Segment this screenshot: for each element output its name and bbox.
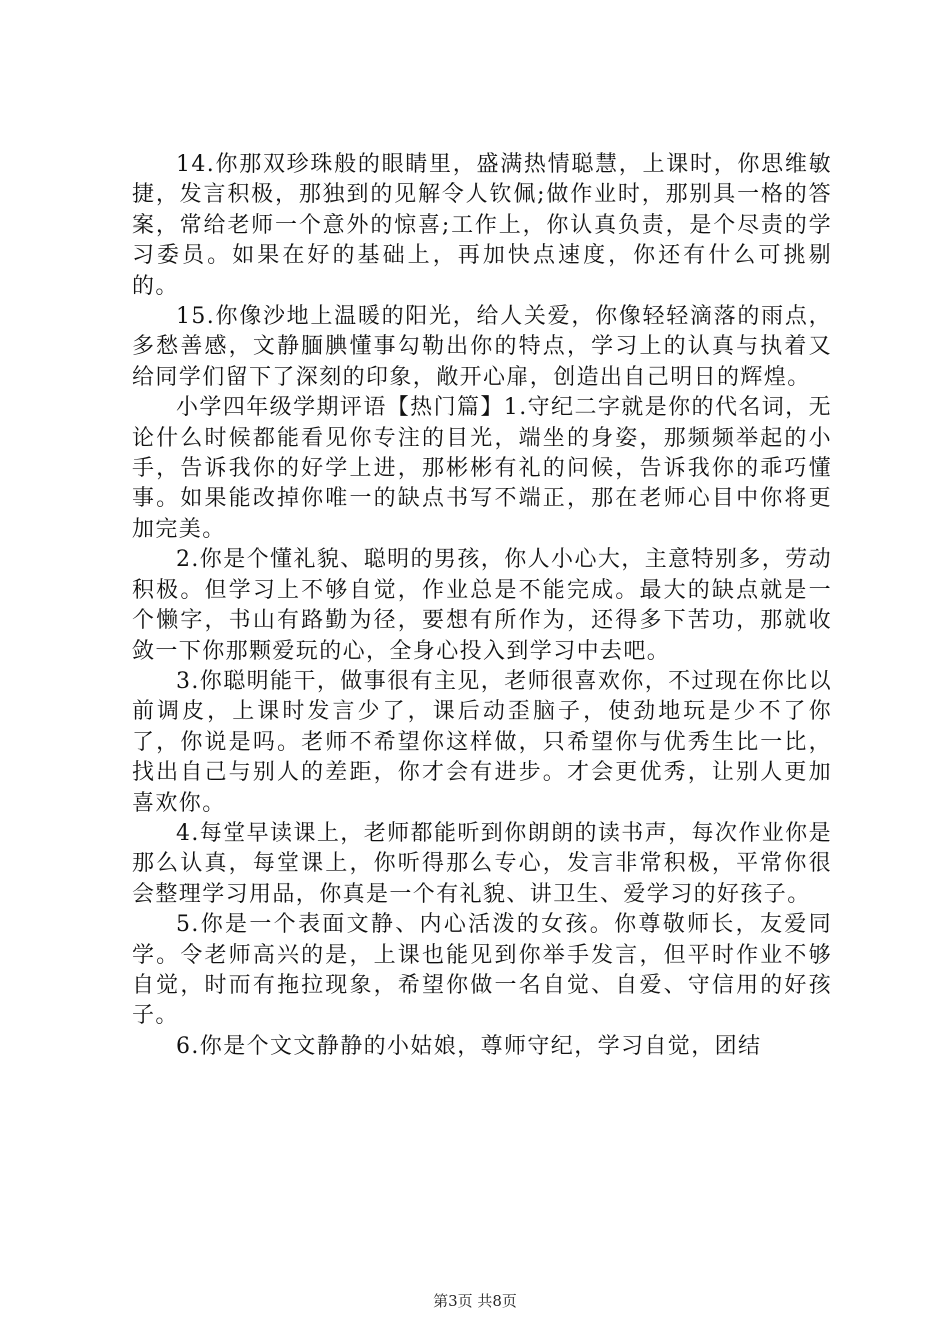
paragraph-4: 4.每堂早读课上，老师都能听到你朗朗的读书声，每次作业你是那么认真，每堂课上，你听得那么专心，发言非常积极，平常你很会整理学习用品，你真是一个有礼貌、讲卫生、爱学习的好孩子。 (132, 820, 832, 907)
paragraph-6: 6.你是个文文静静的小姑娘，尊师守纪，学习自觉，团结 (176, 1033, 762, 1059)
document-body (132, 150, 832, 1062)
paragraph-15: 15.你像沙地上温暖的阳光，给人关爱，你像轻轻滴落的雨点，多愁善感，文静腼腆懂事勾勒出你的特点，学习上的认真与执着又给同学们留下了深刻的印象，敞开心扉，创造出自己明日的辉煌。 (132, 304, 832, 390)
paragraph-3: 3.你聪明能干，做事很有主见，老师很喜欢你，不过现在你比以前调皮，上课时发言少了，课后动歪脑子，使劲地玩是少不了你了，你说是吗。老师不希望你这样做，只希望你与优秀生比一比，找出自己与别人的差距，你才会有进步。才会更优秀，让别人更加喜欢你。 (132, 668, 832, 816)
paragraph-2: 2.你是个懂礼貌、聪明的男孩，你人小心大，主意特别多，劳动积极。但学习上不够自觉，作业总是不能完成。最大的缺点就是一个懒字，书山有路勤为径，要想有所作为，还得多下苦功，那就收敛一下你那颗爱玩的心，全身心投入到学习中去吧。 (132, 547, 832, 664)
page-footer: 第3页 共8页 (433, 1292, 517, 1310)
paragraph-section-1: 小学四年级学期评语【热门篇】1.守纪二字就是你的代名词，无论什么时候都能看见你专注的目光，端坐的身姿，那频频举起的小手，告诉我你的好学上进，那彬彬有礼的问候，告诉我你的乖巧懂事。如果能改掉你唯一的缺点书写不端正，那在老师心目中你将更加完美。 (132, 395, 832, 542)
paragraph-5: 5.你是一个表面文静、内心活泼的女孩。你尊敬师长，友爱同学。令老师高兴的是，上课也能见到你举手发言，但平时作业不够自觉，时而有拖拉现象，希望你做一名自觉、自爱、守信用的好孩子。 (132, 912, 832, 1029)
paragraph-14: 14.你那双珍珠般的眼睛里，盛满热情聪慧，上课时，你思维敏捷，发言积极，那独到的见解令人钦佩;做作业时，那别具一格的答案，常给老师一个意外的惊喜;工作上，你认真负责，是个尽责的学习委员。如果在好的基础上，再加快点速度，你还有什么可挑剔的。 (132, 152, 832, 299)
